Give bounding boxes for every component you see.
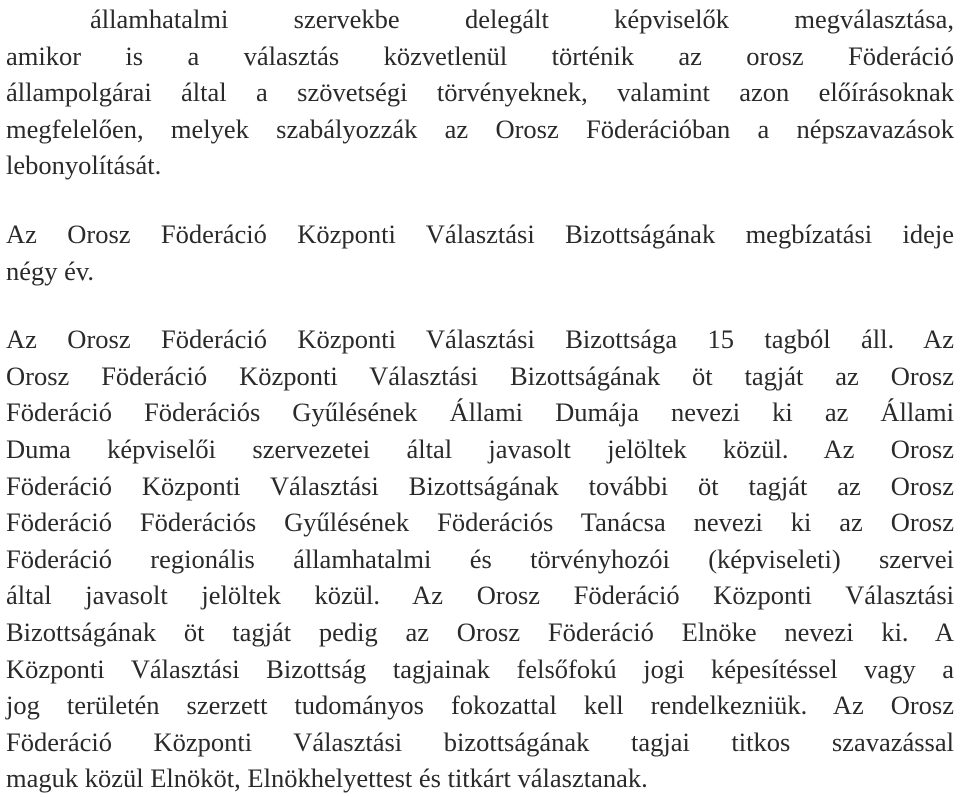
text-line: lebonyolítását.: [6, 150, 162, 181]
text-line: Központi Választási Bizottság tagjainak felsőfokú jogi képesítéssel vagy a: [6, 653, 954, 684]
paragraph-2: [6, 216, 954, 289]
paragraph-1: [6, 1, 954, 184]
text-line: maguk közül Elnököt, Elnökhelyettest és titkárt választanak.: [6, 763, 648, 794]
text-line: Orosz Föderáció Központi Választási Bizottságának öt tagját az Orosz: [6, 360, 954, 391]
paragraph-3: [6, 321, 954, 797]
text-line: jog területén szerzett tudományos fokozattal kell rendelkezniük. Az Orosz: [6, 690, 954, 721]
text-line: amikor is a választás közvetlenül történik az orosz Föderáció: [6, 40, 954, 71]
text-line: Föderáció Föderációs Gyűlésének Föderációs Tanácsa nevezi ki az Orosz: [6, 507, 954, 538]
text-line: Föderáció Központi Választási bizottságának tagjai titkos szavazással: [6, 726, 954, 757]
text-line: négy év.: [6, 255, 95, 286]
text-line: Föderáció Föderációs Gyűlésének Állami Dumája nevezi ki az Állami: [6, 397, 954, 428]
document-page: [6, 0, 954, 797]
text-line: által javasolt jelöltek közül. Az Orosz Föderáció Központi Választási: [6, 580, 954, 611]
text-line: Az Orosz Föderáció Központi Választási Bizottságának megbízatási ideje: [6, 218, 954, 249]
text-line: Duma képviselői szervezetei által javasolt jelöltek közül. Az Orosz: [6, 433, 954, 464]
text-line: Föderáció Központi Választási Bizottságának további öt tagját az Orosz: [6, 470, 954, 501]
text-line: Az Orosz Föderáció Központi Választási Bizottsága 15 tagból áll. Az: [6, 324, 954, 355]
text-line: állampolgárai által a szövetségi törvényeknek, valamint azon előírásoknak: [6, 77, 954, 108]
text-line: államhatalmi szervekbe delegált képviselők megválasztása,: [90, 4, 954, 34]
text-line: megfelelően, melyek szabályozzák az Orosz Föderációban a népszavazások: [6, 113, 954, 144]
text-line: Bizottságának öt tagját pedig az Orosz Föderáció Elnöke nevezi ki. A: [6, 616, 954, 647]
text-line: Föderáció regionális államhatalmi és törvényhozói (képviseleti) szervei: [6, 543, 954, 574]
